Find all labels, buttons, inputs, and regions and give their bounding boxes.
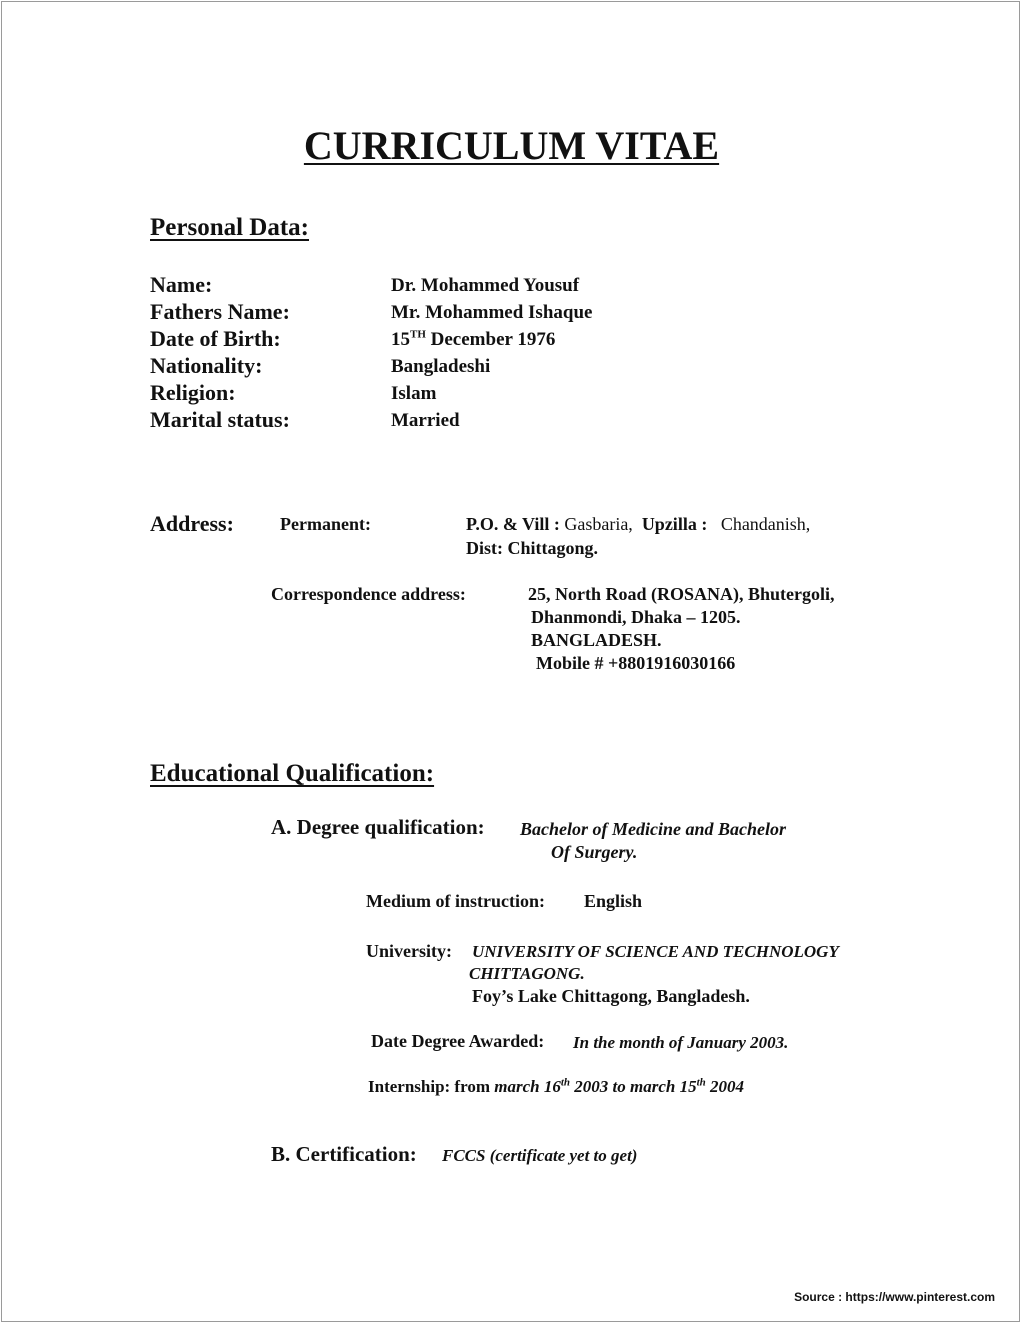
marital-status-label: Marital status:: [150, 407, 290, 432]
fathers-name-label: Fathers Name:: [150, 299, 290, 324]
certification-value: FCCS (certificate yet to get): [442, 1146, 638, 1165]
degree-qualification-value-1: Bachelor of Medicine and Bachelor: [520, 819, 786, 839]
medium-value: English: [584, 891, 643, 911]
medium-label: Medium of instruction:: [366, 891, 545, 911]
university-location: Foy’s Lake Chittagong, Bangladesh.: [472, 986, 750, 1006]
source-credit: Source : https://www.pinterest.com: [794, 1290, 995, 1304]
page-border: [1, 1, 1020, 1322]
correspondence-line-2: Dhanmondi, Dhaka – 1205.: [531, 607, 741, 627]
degree-awarded-value: In the month of January 2003.: [573, 1033, 789, 1052]
address-heading: Address:: [150, 511, 234, 536]
degree-awarded-label: Date Degree Awarded:: [371, 1031, 545, 1051]
internship-line: Internship: from march 16th 2003 to march 15th 2004: [368, 1076, 745, 1096]
nationality-label: Nationality:: [150, 353, 263, 378]
nationality-value: Bangladeshi: [391, 356, 491, 377]
dob-label: Date of Birth:: [150, 326, 281, 351]
university-name-1: UNIVERSITY OF SCIENCE AND TECHNOLOGY: [472, 942, 839, 961]
certification-label: B. Certification:: [271, 1142, 417, 1166]
permanent-dist-line: Dist: Chittagong.: [466, 538, 599, 558]
correspondence-line-3: BANGLADESH.: [531, 630, 662, 650]
university-label: University:: [366, 941, 452, 961]
permanent-label: Permanent:: [280, 514, 371, 534]
name-label: Name:: [150, 272, 213, 297]
marital-status-value: Married: [391, 410, 460, 431]
dob-value: 15TH December 1976: [391, 328, 556, 350]
personal-data-heading: Personal Data:: [150, 214, 309, 241]
correspondence-mobile: Mobile # +8801916030166: [536, 653, 736, 673]
permanent-po-line: P.O. & Vill : Gasbaria, Upzilla : Chandanish,: [466, 514, 811, 534]
religion-value: Islam: [391, 383, 437, 404]
degree-qualification-value-2: Of Surgery.: [551, 842, 638, 862]
university-name-2: CHITTAGONG.: [469, 964, 585, 983]
religion-label: Religion:: [150, 380, 236, 405]
correspondence-label: Correspondence address:: [271, 584, 466, 604]
education-heading: Educational Qualification:: [150, 760, 435, 787]
fathers-name-value: Mr. Mohammed Ishaque: [391, 302, 593, 323]
document-title: CURRICULUM VITAE: [303, 123, 720, 168]
correspondence-line-1: 25, North Road (ROSANA), Bhutergoli,: [528, 584, 835, 604]
degree-qualification-label: A. Degree qualification:: [271, 815, 485, 839]
name-value: Dr. Mohammed Yousuf: [391, 275, 580, 296]
